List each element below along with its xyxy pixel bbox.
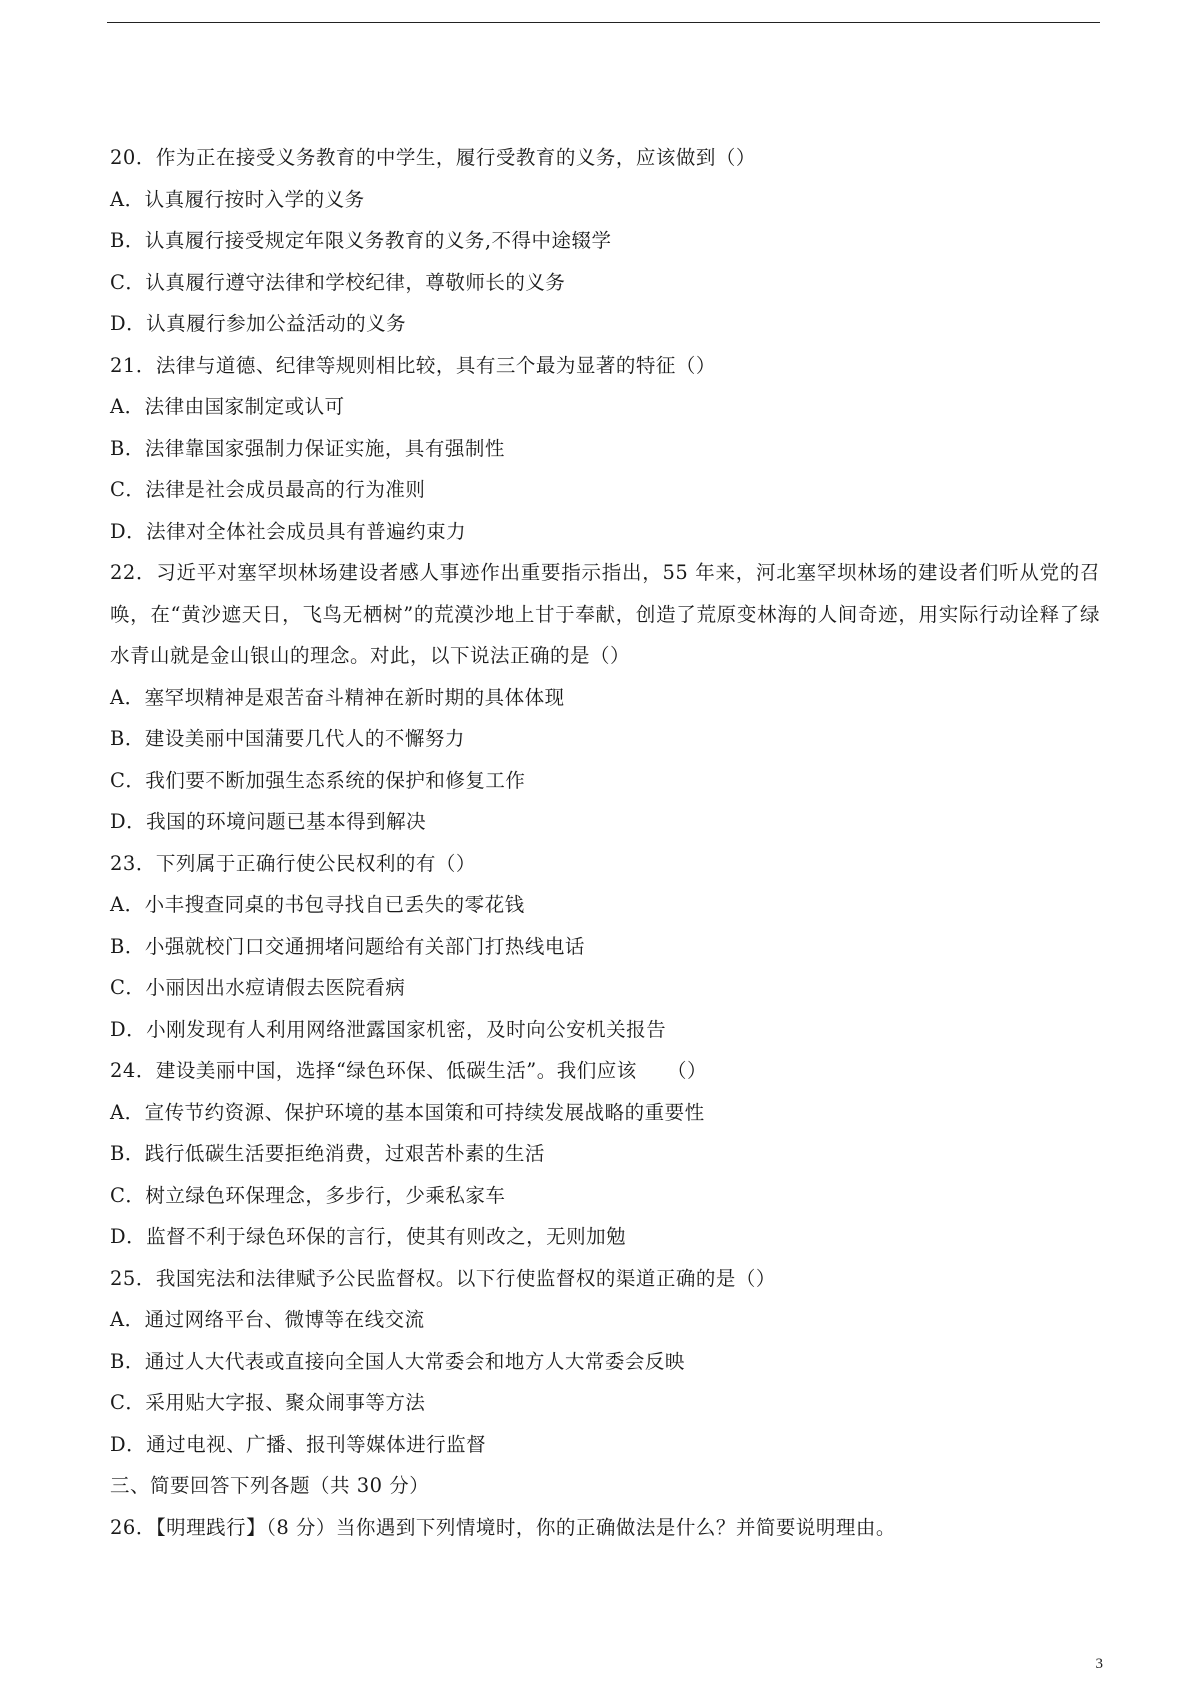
document-body [110, 137, 1100, 1548]
question-stem: 20．作为正在接受义务教育的中学生，履行受教育的义务，应该做到（） [110, 146, 756, 169]
option-b: B．践行低碳生活要拒绝消费，过艰苦朴素的生活 [110, 1142, 545, 1165]
option-d: D．监督不利于绿色环保的言行，使其有则改之，无则加勉 [110, 1225, 627, 1248]
option-d: D．我国的环境问题已基本得到解决 [110, 810, 427, 833]
option-b: B．小强就校门口交通拥堵问题给有关部门打热线电话 [110, 934, 585, 958]
option-c: C．小丽因出水痘请假去医院看病 [110, 976, 406, 999]
option-c: C．我们要不断加强生态系统的保护和修复工作 [110, 768, 526, 792]
option-a: A．认真履行按时入学的义务 [110, 187, 365, 211]
question-22 [110, 552, 1100, 843]
option-b: B．建设美丽中国蒲要几代人的不懈努力 [110, 727, 465, 750]
question-stem: 22．习近平对塞罕坝林场建设者感人事迹作出重要指示指出，55 年来，河北塞罕坝林场的建设者们听从党的召唤，在“黄沙遮天日，飞鸟无栖树”的荒漠沙地上甘于奉献，创造了荒原变林海的人间奇迹，用实际行动诠释了绿水青山就是金山银山的理念。对此，以下说法正确的是（） [110, 561, 1100, 667]
option-d: D．通过电视、广播、报刊等媒体进行监督 [110, 1432, 487, 1456]
option-c: C．树立绿色环保理念，多步行，少乘私家车 [110, 1183, 506, 1207]
option-a: A．通过网络平台、微博等在线交流 [110, 1308, 425, 1331]
question-21 [110, 345, 1100, 553]
page-number: 3 [1095, 1656, 1103, 1672]
option-b: B．法律靠国家强制力保证实施，具有强制性 [110, 436, 505, 460]
option-a: A．法律由国家制定或认可 [110, 395, 345, 418]
option-b: B．通过人大代表或直接向全国人大常委会和地方人大常委会反映 [110, 1349, 685, 1373]
option-b: B．认真履行接受规定年限义务教育的义务,不得中途辍学 [110, 229, 612, 252]
option-a: A．塞罕坝精神是艰苦奋斗精神在新时期的具体体现 [110, 685, 565, 709]
question-stem: 25．我国宪法和法律赋予公民监督权。以下行使监督权的渠道正确的是（） [110, 1266, 776, 1290]
question-23 [110, 843, 1100, 1051]
question-25 [110, 1258, 1100, 1466]
question-24 [110, 1050, 1100, 1258]
option-d: D．认真履行参加公益活动的义务 [110, 312, 407, 335]
option-c: C．采用贴大字报、聚众闹事等方法 [110, 1391, 426, 1414]
question-stem: 24．建设美丽中国，选择“绿色环保、低碳生活”。我们应该 （） [110, 1059, 708, 1082]
option-c: C．认真履行遵守法律和学校纪律，尊敬师长的义务 [110, 270, 566, 294]
question-stem: 21．法律与道德、纪律等规则相比较，具有三个最为显著的特征（） [110, 353, 716, 377]
option-a: A．小丰搜查同桌的书包寻找自已丢失的零花钱 [110, 893, 525, 916]
option-d: D．法律对全体社会成员具有普遍约束力 [110, 519, 467, 543]
option-c: C．法律是社会成员最高的行为准则 [110, 478, 426, 501]
section-heading: 三、简要回答下列各题（共 30 分） [110, 1474, 430, 1497]
header-rule [107, 22, 1100, 23]
question-stem: 23．下列属于正确行使公民权利的有（） [110, 851, 476, 875]
option-d: D．小刚发现有人利用网络泄露国家机密，及时向公安机关报告 [110, 1017, 667, 1041]
question-20 [110, 137, 1100, 345]
option-a: A．宣传节约资源、保护环境的基本国策和可持续发展战略的重要性 [110, 1100, 705, 1124]
question-26: 26．【明理践行】（8 分）当你遇到下列情境时，你的正确做法是什么？并简要说明理由。 [110, 1515, 896, 1539]
